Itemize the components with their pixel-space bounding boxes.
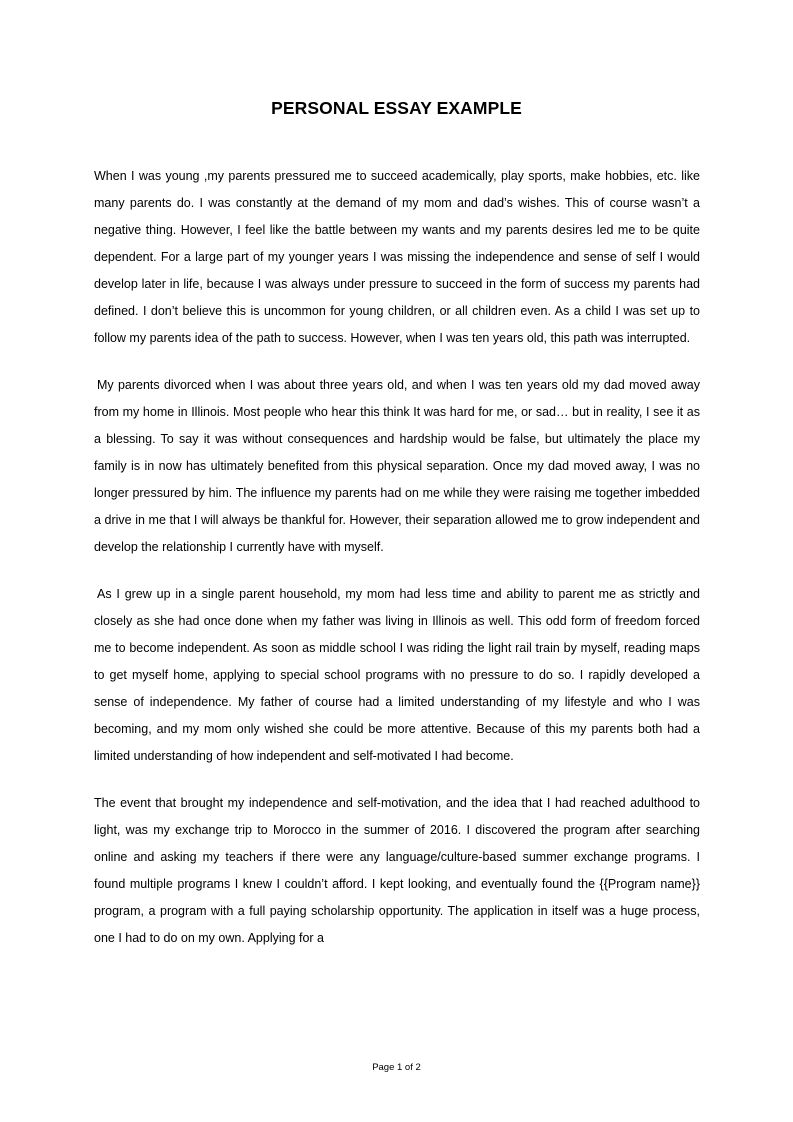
page-number-footer: Page 1 of 2 [372,1062,421,1073]
paragraph-2: My parents divorced when I was about three years old, and when I was ten years old my dad moved away from my home in Illinois. Most people who hear this think It was hard for me, or sad… but in reality, I see it as a blessing. To say it was without consequences and hardship would be false, but ultimately the place my family is in now has ultimately benefited from this physical separation. Once my dad moved away, I was no longer pressured by him. The influence my parents had on me while they were raising me together imbedded a drive in me that I will always be thankful for. However, their separation allowed me to grow independent and develop the relationship I currently have with myself. [94,378,700,554]
paragraph-3: As I grew up in a single parent household, my mom had less time and ability to parent me as strictly and closely as she had once done when my father was living in Illinois as well. This odd form of freedom forced me to become independent. As soon as middle school I was riding the light rail train by myself, reading maps to get myself home, applying to special school programs with no pressure to do so. I rapidly developed a sense of independence. My father of course had a limited understanding of my lifestyle and who I was becoming, and my mom only wished she could be more attentive. Because of this my parents both had a limited understanding of how independent and self-motivated I had become. [94,587,700,763]
paragraph-4: The event that brought my independence and self-motivation, and the idea that I had reached adulthood to light, was my exchange trip to Morocco in the summer of 2016. I discovered the program after searching online and asking my teachers if there were any language/culture-based summer exchange programs. I found multiple programs I knew I couldn’t afford. I kept looking, and eventually found the {{Program name}} program, a program with a full paying scholarship opportunity. The application in itself was a huge process, one I had to do on my own. Applying for a [94,796,700,945]
page-title: PERSONAL ESSAY EXAMPLE [271,98,522,118]
paragraph-1: When I was young ,my parents pressured me to succeed academically, play sports, make hobbies, etc. like many parents do. I was constantly at the demand of my mom and dad’s wishes. This of course wasn’t a negative thing. However, I feel like the battle between my wants and my parents desires led me to be quite dependent. For a large part of my younger years I was missing the independence and sense of self I would develop later in life, because I was always under pressure to succeed in the form of success my parents had defined. I don’t believe this is uncommon for young children, or all children even. As a child I was set up to follow my parents idea of the path to success. However, when I was ten years old, this path was interrupted. [94,169,700,345]
essay-body [94,163,700,972]
